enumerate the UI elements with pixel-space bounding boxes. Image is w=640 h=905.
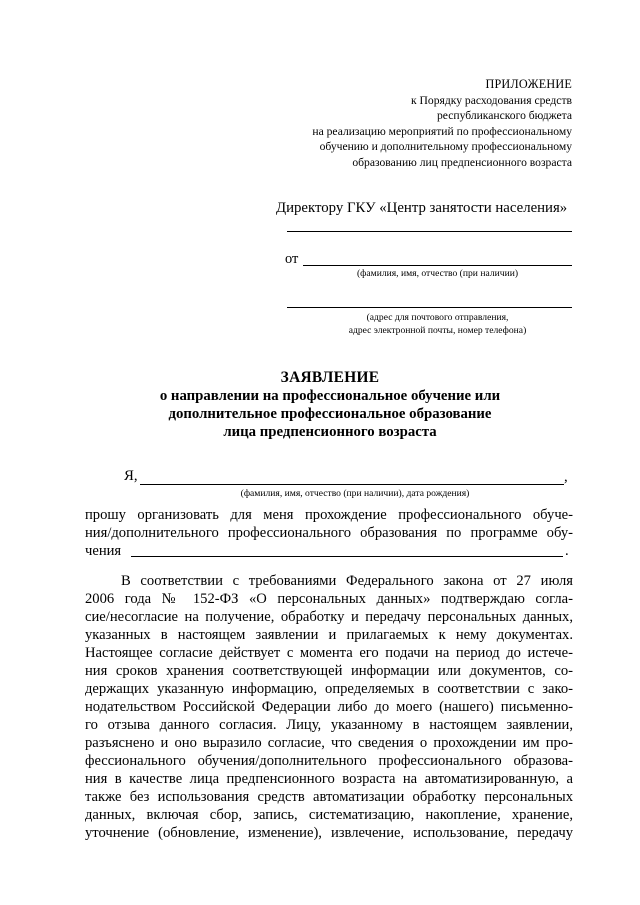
consent-line: В соответствии с требованиями Федерального закона от 27 июля [121, 573, 573, 589]
title-line: о направлении на профессиональное обучение или [159, 388, 501, 404]
consent-line: разъяснено и оно выразило согласие, что сведения о прохождении им про- [85, 735, 573, 751]
consent-line: уточнение (обновление, изменение), извлечение, использование, передачу [85, 825, 573, 841]
applicant-ya-label: Я, [124, 468, 138, 484]
title-line: лица предпенсионного возраста [223, 424, 437, 440]
request-line: прошу организовать для меня прохождение профессионального обуче- [85, 507, 573, 523]
appendix-line: на реализацию мероприятий по профессиональному [312, 124, 572, 138]
applicant-address-field[interactable] [287, 307, 572, 308]
applicant-comma: , [564, 469, 568, 485]
request-paragraph [85, 506, 573, 542]
document-title [60, 369, 600, 441]
appendix-line: к Порядку расходования средств [411, 93, 572, 107]
consent-line: нодательством Российской Федерации либо до моего (нашего) письменно- [85, 699, 573, 715]
consent-line: 2006 года № 152-ФЗ «О персональных данных» подтверждаю согла- [85, 591, 573, 607]
appendix-header [252, 77, 572, 171]
consent-line: ния сроков хранения соответствующей информации или документов, со- [85, 663, 573, 679]
consent-line: Настоящее согласие действует с момента его подачи на период до истече- [85, 645, 573, 661]
appendix-heading: ПРИЛОЖЕНИЕ [485, 77, 572, 91]
appendix-line: обучению и дополнительному профессиональному [319, 140, 572, 154]
consent-line: го отзыва данного согласия. Лицу, указанному в настоящем заявлении, [85, 717, 573, 733]
program-name-field[interactable] [131, 556, 563, 557]
consent-line: держащих указанную информацию, определяемых в соответствии с зако- [85, 681, 573, 697]
applicant-name-caption: (фамилия, имя, отчество (при наличии) [356, 268, 519, 279]
director-underline [287, 231, 572, 232]
applicant-fullname-caption: (фамилия, имя, отчество (при наличии), дата рождения) [240, 488, 470, 499]
request-line-prefix: чения [85, 543, 122, 559]
address-caption-2: адрес электронной почты, номер телефона) [348, 325, 527, 336]
addressee-director: Директору ГКУ «Центр занятости населения» [276, 200, 568, 216]
appendix-line: образованию лиц предпенсионного возраста [352, 155, 572, 169]
consent-line: сие/несогласие на получение, обработку и передачу персональных данных, [85, 609, 573, 625]
title-line: дополнительное профессиональное образование [168, 406, 492, 422]
title-main: ЗАЯВЛЕНИЕ [280, 369, 380, 386]
appendix-line: республиканского бюджета [436, 109, 572, 123]
request-line-period: . [565, 543, 569, 559]
consent-line: фессионального обучения/дополнительного профессионального образова- [85, 753, 573, 769]
address-caption-1: (адрес для почтового отправления, [366, 312, 509, 323]
consent-paragraph [85, 572, 573, 842]
applicant-fullname-field[interactable] [140, 484, 564, 485]
consent-line: данных, включая сбор, запись, систематизацию, накопление, хранение, [85, 807, 573, 823]
from-label: от [285, 251, 299, 267]
consent-line: ния в качестве лица предпенсионного возраста на автоматизированную, а [85, 771, 573, 787]
request-line: ния/дополнительного профессионального образования по программе обу- [85, 525, 573, 541]
consent-line: также без использования средств автоматизации обработку персональных [85, 789, 573, 805]
consent-line: указанных в настоящем заявлении и прилагаемых к нему документах. [85, 627, 573, 643]
applicant-name-field[interactable] [303, 265, 572, 266]
